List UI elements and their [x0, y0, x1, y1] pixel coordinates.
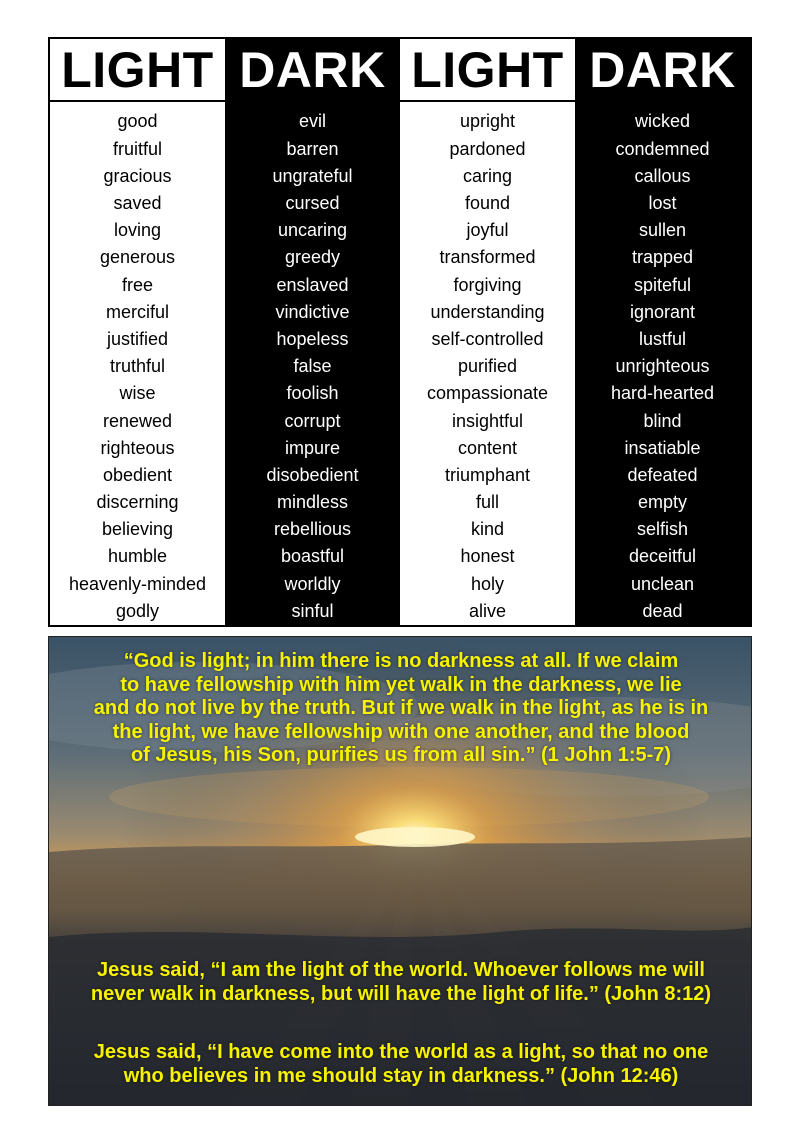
scripture-quote-1john	[49, 650, 752, 768]
word-item: full	[475, 492, 499, 513]
quote-line: Jesus said, “I am the light of the world. Whoever follows me will	[97, 959, 705, 981]
word-item: hard-hearted	[610, 383, 715, 404]
word-list	[50, 102, 225, 625]
word-item: heavenly-minded	[68, 573, 207, 594]
word-item: righteous	[100, 437, 175, 458]
word-item: trapped	[631, 247, 694, 268]
word-item: ungrateful	[272, 165, 353, 186]
word-list	[225, 102, 400, 625]
quote-line: never walk in darkness, but will have the light of life.” (John 8:12)	[90, 982, 712, 1005]
word-item: barren	[286, 138, 339, 159]
word-item: mindless	[276, 492, 349, 513]
column-dark-1	[225, 39, 400, 625]
light-dark-word-table	[48, 37, 752, 627]
word-item: sullen	[638, 220, 687, 241]
word-item: saved	[113, 193, 162, 213]
word-item: obedient	[102, 464, 173, 485]
word-item: lost	[648, 193, 677, 213]
column-light-2	[400, 39, 575, 625]
word-item: false	[293, 356, 332, 377]
word-item: humble	[107, 546, 168, 567]
word-item: purified	[457, 356, 518, 377]
word-item: blind	[643, 410, 682, 431]
word-item: defeated	[627, 464, 698, 485]
word-item: enslaved	[276, 274, 349, 295]
word-item: condemned	[615, 138, 710, 159]
word-item: justified	[106, 328, 169, 349]
quote-line: and do not live by the truth. But if we walk in the light, as he is in	[93, 697, 709, 719]
word-item: vindictive	[275, 301, 350, 322]
quote-line: to have fellowship with him yet walk in the darkness, we lie	[120, 673, 682, 696]
word-item: sinful	[291, 600, 334, 621]
quote-line: who believes in me should stay in darkness.” (John 12:46)	[123, 1064, 679, 1087]
word-item: dead	[642, 600, 683, 621]
word-item: impure	[284, 437, 341, 458]
column-heading: LIGHT	[50, 39, 225, 102]
word-item: gracious	[103, 165, 172, 186]
word-item: lustful	[638, 328, 687, 349]
scripture-quote-john-8-12	[49, 959, 752, 1006]
word-list	[400, 102, 575, 625]
word-item: boastful	[280, 546, 345, 567]
word-item: caring	[462, 165, 513, 186]
word-item: fruitful	[112, 138, 163, 159]
word-item: triumphant	[444, 464, 531, 485]
word-item: rebellious	[273, 519, 352, 540]
word-item: honest	[460, 546, 515, 567]
word-item: corrupt	[284, 410, 341, 431]
word-item: empty	[637, 492, 688, 513]
column-dark-2	[575, 39, 750, 625]
word-item: disobedient	[266, 464, 359, 485]
word-item: uncaring	[277, 220, 348, 241]
quote-line: the light, we have fellowship with one another, and the blood	[112, 720, 690, 743]
word-item: godly	[115, 600, 160, 621]
word-item: foolish	[286, 383, 339, 404]
column-heading: DARK	[575, 39, 750, 102]
word-item: generous	[99, 247, 176, 268]
word-item: self-controlled	[431, 328, 544, 349]
word-item: forgiving	[453, 274, 522, 295]
quote-line: of Jesus, his Son, purifies us from all sin.” (1 John 1:5-7)	[130, 744, 672, 766]
word-item: insatiable	[624, 437, 701, 458]
word-item: evil	[298, 111, 326, 132]
word-item: wise	[119, 383, 156, 404]
word-item: renewed	[102, 410, 173, 431]
word-item: discerning	[96, 492, 179, 513]
column-heading: DARK	[225, 39, 400, 102]
word-item: wicked	[634, 111, 691, 132]
word-item: cursed	[285, 193, 340, 213]
column-heading: LIGHT	[400, 39, 575, 102]
quote-line: “God is light; in him there is no darkness at all. If we claim	[123, 650, 679, 672]
word-item: loving	[113, 220, 162, 241]
scripture-quote-john-12-46	[49, 1041, 752, 1088]
word-item: spiteful	[633, 274, 692, 295]
word-item: ignorant	[629, 301, 696, 322]
word-item: good	[117, 111, 158, 132]
quote-line: Jesus said, “I have come into the world as a light, so that no one	[93, 1041, 709, 1063]
word-item: transformed	[439, 247, 536, 268]
word-item: merciful	[105, 301, 169, 322]
word-item: pardoned	[449, 138, 526, 159]
word-item: truthful	[109, 356, 166, 377]
word-item: upright	[459, 111, 516, 132]
word-item: greedy	[284, 247, 341, 268]
word-item: hopeless	[276, 328, 349, 349]
word-item: free	[121, 274, 154, 295]
word-item: callous	[634, 165, 691, 186]
word-item: joyful	[466, 220, 509, 241]
word-item: worldly	[284, 573, 341, 594]
word-item: found	[464, 193, 511, 213]
word-item: alive	[468, 600, 507, 621]
word-item: content	[457, 437, 518, 458]
word-item: compassionate	[426, 383, 549, 404]
word-item: unclean	[630, 573, 695, 594]
word-list	[575, 102, 750, 625]
word-item: selfish	[636, 519, 689, 540]
word-item: unrighteous	[615, 356, 710, 377]
sunrise-scene	[48, 636, 752, 1106]
word-item: believing	[101, 519, 174, 540]
word-item: holy	[470, 573, 505, 594]
column-light-1	[50, 39, 225, 625]
word-item: insightful	[451, 410, 524, 431]
word-item: deceitful	[628, 546, 697, 567]
word-item: understanding	[430, 301, 545, 322]
word-item: kind	[470, 519, 505, 540]
